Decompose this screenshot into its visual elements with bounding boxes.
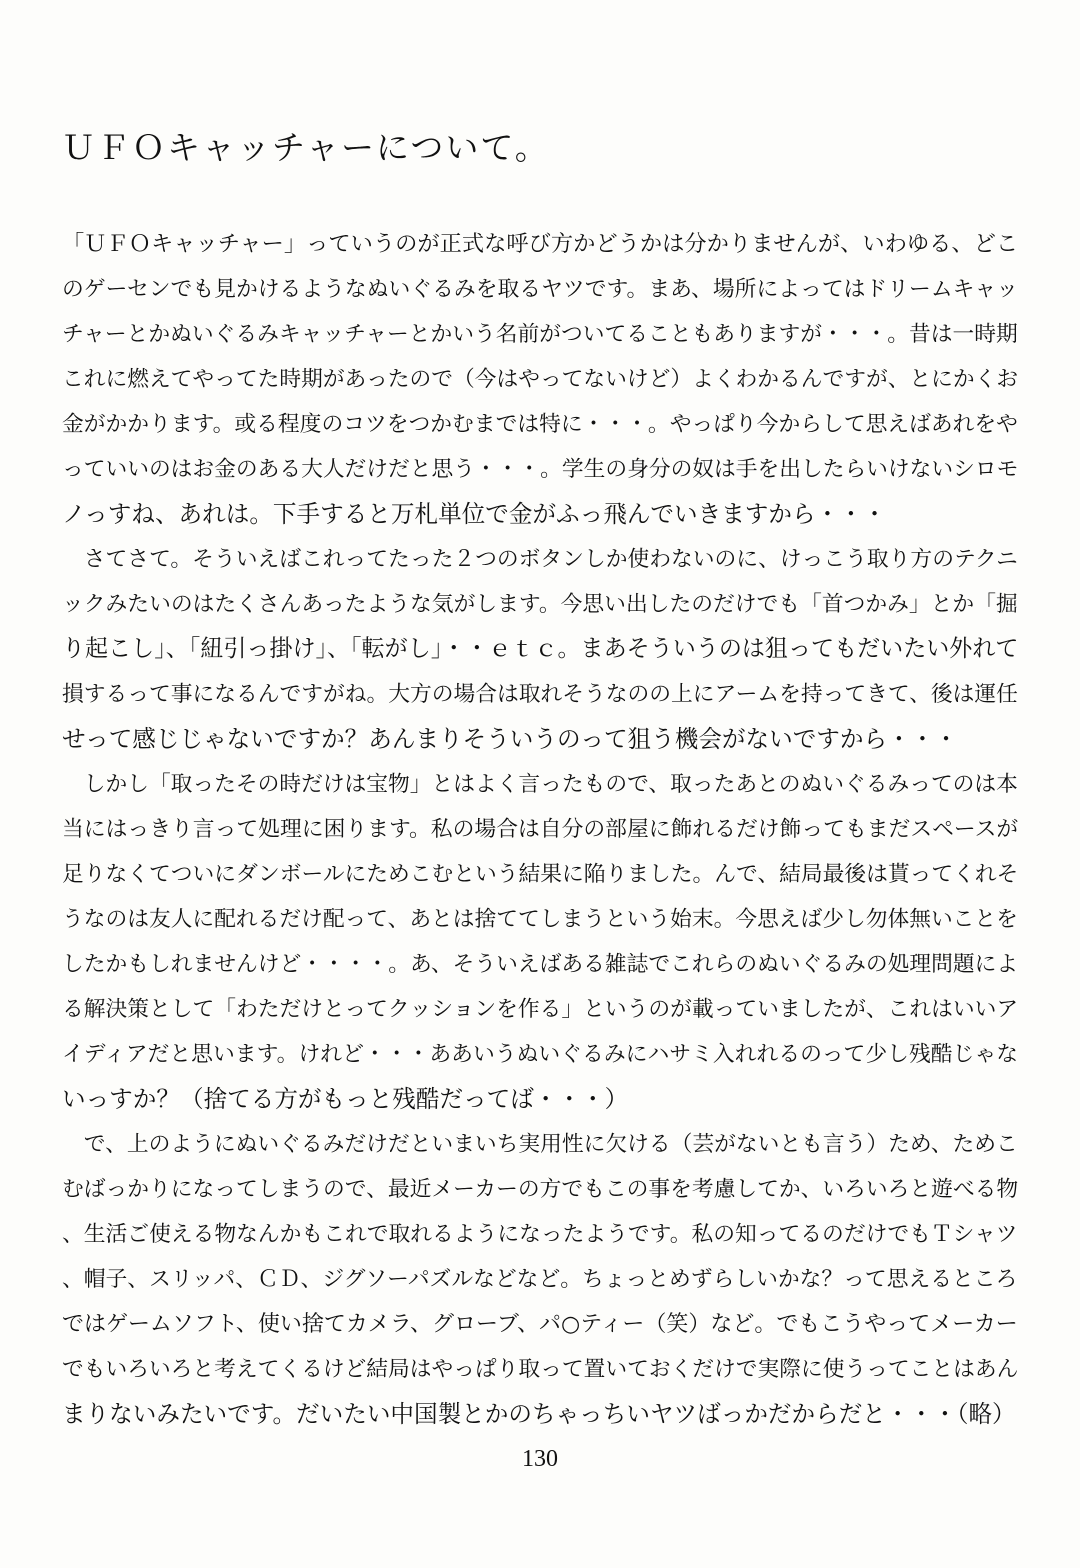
text-line: っていいのはお金のある大人だけだと思う・・・。学生の身分の奴は手を出したらいけないシロモ xyxy=(62,457,1019,482)
page-number: 130 xyxy=(522,1446,558,1472)
text-line: のゲーセンでも見かけるようなぬいぐるみを取るヤツです。まあ、場所によってはドリームキャッ xyxy=(62,277,1019,302)
text-line: 金がかかります。或る程度のコツをつかむまでは特に・・・。やっぱり今からして思えばあれをや xyxy=(62,412,1018,437)
text-line: る解決策として「わただけとってクッションを作る」というのが載っていましたが、これはいいア xyxy=(62,997,1019,1022)
text-line: 足りなくてついにダンボールにためこむという結果に陥りました。んで、結局最後は貰ってくれそ xyxy=(62,862,1019,887)
page-title: ＵＦＯキャッチャーについて。 xyxy=(62,128,550,167)
text-line: ではゲームソフト、使い捨てカメラ、グローブ、パ○ティー（笑）など。でもこうやってメーカー xyxy=(62,1312,1018,1337)
text-line: しかし「取ったその時だけは宝物」とはよく言ったもので、取ったあとのぬいぐるみってのは本 xyxy=(62,772,1018,797)
text-line: チャーとかぬいぐるみキャッチャーとかいう名前がついてることもありますが・・・。昔は一時期 xyxy=(62,322,1018,347)
text-line: さてさて。そういえばこれってたった２つのボタンしか使わないのに、けっこう取り方のテクニ xyxy=(62,547,1018,572)
text-line: イディアだと思います。けれど・・・ああいうぬいぐるみにハサミ入れれるのって少し残酷じゃな xyxy=(62,1042,1019,1067)
text-line: 損するって事になるんですがね。大方の場合は取れそうなのの上にアームを持ってきて、後は運任 xyxy=(62,682,1018,707)
text-line: ノっすね、あれは。下手すると万札単位で金がふっ飛んでいきますから・・・ xyxy=(62,500,887,528)
text-line: 「ＵＦＯキャッチャー」っていうのが正式な呼び方かどうかは分かりませんが、いわゆる、どこ xyxy=(62,231,1019,257)
text-line: せって感じじゃないですか？あんまりそういうのって狙う機会がないですから・・・ xyxy=(62,725,958,753)
text-line: で、上のようにぬいぐるみだけだといまいち実用性に欠ける（芸がないとも言う）ため、ためこ xyxy=(62,1132,1018,1157)
text-line: まりないみたいです。だいたい中国製とかのちゃっちいヤツばっかだからだと・・・（略） xyxy=(62,1400,1016,1428)
text-line: でもいろいろと考えてくるけど結局はやっぱり取って置いておくだけで実際に使うってことはあん xyxy=(62,1357,1019,1382)
text-line: 、帽子、スリッパ、ＣＤ、ジグソーパズルなどなど。ちょっとめずらしいかな？って思えるところ xyxy=(62,1267,1018,1292)
text-line: したかもしれませんけど・・・・。あ、そういえばある雑誌でこれらのぬいぐるみの処理問題によ xyxy=(62,952,1019,977)
text-line: むばっかりになってしまうので、最近メーカーの方でもこの事を考慮してか、いろいろと遊べる物 xyxy=(62,1177,1019,1202)
text-line: 、生活ご使える物なんかもこれで取れるようになったようです。私の知ってるのだけでもＴシャツ xyxy=(62,1222,1018,1247)
text-line: り起こし」、「紐引っ掛け」、「転がし」・・ｅｔｃ。まあそういうのは狙ってもだいたい外れて xyxy=(62,636,1019,662)
text-line: 当にはっきり言って処理に困ります。私の場合は自分の部屋に飾れるだけ飾ってもまだスペースが xyxy=(62,817,1019,842)
text-line: いっすか？（捨てる方がもっと残酷だってば・・・） xyxy=(62,1085,629,1113)
text-line: うなのは友人に配れるだけ配って、あとは捨ててしまうという始末。今思えば少し勿体無いことを xyxy=(62,907,1018,932)
text-line: これに燃えてやってた時期があったので（今はやってないけど）よくわかるんですが、とにかくお xyxy=(62,367,1019,392)
text-line: ックみたいのはたくさんあったような気がします。今思い出したのだけでも「首つかみ」とか「掘 xyxy=(62,592,1018,617)
body-text xyxy=(62,222,1022,1437)
